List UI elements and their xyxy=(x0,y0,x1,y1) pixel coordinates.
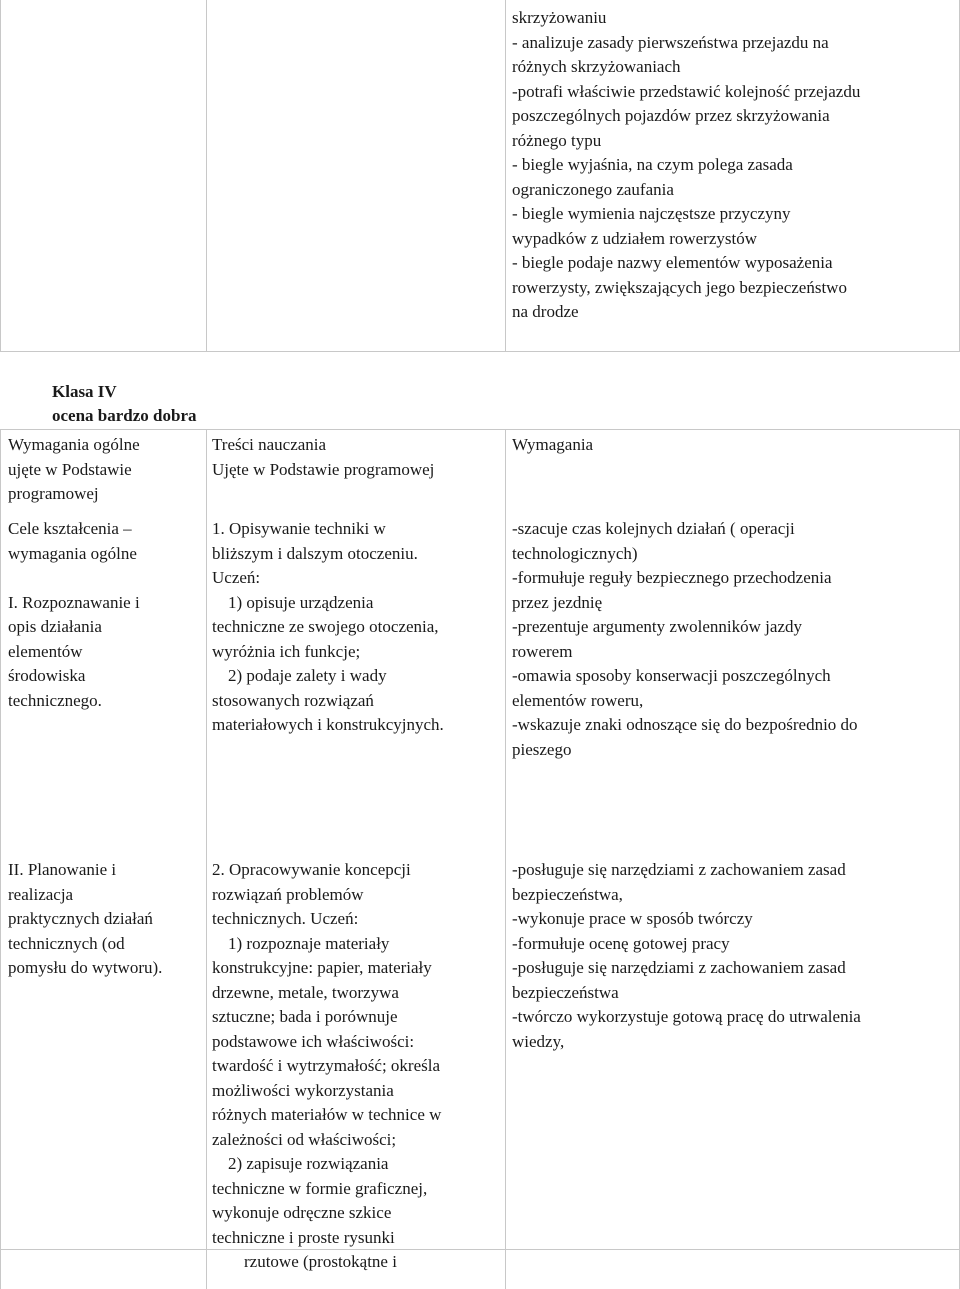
text-line: -wykonuje prace w sposób twórczy xyxy=(512,909,753,928)
table-border xyxy=(505,429,506,1289)
header-line: Wymagania ogólne xyxy=(8,435,140,454)
text-line: materiałowych i konstrukcyjnych. xyxy=(212,715,444,734)
text-line: technicznych. Uczeń: xyxy=(212,909,359,928)
text-line: wymagania ogólne xyxy=(8,543,137,563)
text-line: -posługuje się narzędziami z zachowaniem zasad xyxy=(512,958,846,977)
text-line: -prezentuje argumenty zwolenników jazdy xyxy=(512,617,802,636)
table-border xyxy=(0,1249,960,1250)
text-line: 2) podaje zalety i wady xyxy=(228,666,387,685)
table-border xyxy=(0,0,1,352)
text-line xyxy=(8,566,140,591)
text-line: opis działania xyxy=(8,617,102,636)
text-line: -twórczo wykorzystuje gotową pracę do utrwalenia xyxy=(512,1007,861,1026)
text-line: - biegle wymienia najczęstsze przyczyny xyxy=(512,204,791,223)
text-line: twardość i wytrzymałość; określa xyxy=(212,1056,441,1075)
text-line: techniczne w formie graficznej, xyxy=(212,1178,428,1198)
header-general-requirements xyxy=(8,433,140,507)
text-line: pomysłu do wytworu). xyxy=(8,958,163,977)
section1-goals-cell xyxy=(8,517,140,713)
section1-requirements-cell xyxy=(512,517,858,762)
text-line: bliższym i dalszym otoczeniu. xyxy=(212,543,418,563)
text-line: 1) rozpoznaje materiały xyxy=(228,933,390,953)
text-line: konstrukcyjne: papier, materiały xyxy=(212,958,432,977)
section1-content-cell xyxy=(212,517,444,738)
header-teaching-content xyxy=(212,433,434,482)
text-line: I. Rozpoznawanie i xyxy=(8,592,140,612)
table-border xyxy=(206,429,207,1289)
text-line: rowerzysty, zwiększających jego bezpieczeństwo xyxy=(512,277,847,297)
text-line: technicznych (od xyxy=(8,933,125,953)
text-line: bezpieczeństwa xyxy=(512,982,619,1002)
text-line: 2) zapisuje rozwiązania xyxy=(228,1154,389,1173)
text-line: wyróżnia ich funkcje; xyxy=(212,641,361,661)
text-line: rowerem xyxy=(512,641,573,661)
text-line: bezpieczeństwa, xyxy=(512,884,623,904)
grade-label: ocena bardzo dobra xyxy=(52,406,197,425)
table-border xyxy=(505,0,506,352)
header-requirements xyxy=(512,433,593,458)
text-line: rozwiązań problemów xyxy=(212,884,364,904)
top-right-cell xyxy=(512,6,860,325)
text-line: - biegle podaje nazwy elementów wyposażenia xyxy=(512,253,833,272)
text-line: -posługuje się narzędziami z zachowaniem zasad xyxy=(512,860,846,879)
text-line: -formułuje reguły bezpiecznego przechodzenia xyxy=(512,568,832,587)
text-line: sztuczne; bada i porównuje xyxy=(212,1007,398,1026)
text-line: -wskazuje znaki odnoszące się do bezpośrednio do xyxy=(512,715,858,734)
text-line: wiedzy, xyxy=(512,1031,565,1051)
text-line: różnego typu xyxy=(512,130,602,150)
text-line: drzewne, metale, tworzywa xyxy=(212,982,399,1002)
table-border xyxy=(206,0,207,352)
section2-requirements-cell xyxy=(512,858,861,1054)
table-border xyxy=(0,429,1,1289)
text-line: skrzyżowaniu xyxy=(512,8,607,27)
text-line: technicznego. xyxy=(8,690,102,710)
text-line: stosowanych rozwiązań xyxy=(212,690,374,710)
text-line: na drodze xyxy=(512,302,579,321)
text-line: 1. Opisywanie techniki w xyxy=(212,519,386,538)
header-line: programowej xyxy=(8,484,99,503)
text-line: elementów roweru, xyxy=(512,690,644,710)
top-table xyxy=(0,0,960,352)
text-line: -omawia sposoby konserwacji poszczególnych xyxy=(512,666,831,685)
text-line: wypadków z udziałem rowerzystów xyxy=(512,228,758,248)
text-line: elementów xyxy=(8,641,83,661)
text-line: pieszego xyxy=(512,739,572,759)
text-line: II. Planowanie i xyxy=(8,860,117,879)
header-line: ujęte w Podstawie xyxy=(8,459,132,479)
text-line: techniczne i proste rysunki xyxy=(212,1227,395,1247)
text-line: - biegle wyjaśnia, na czym polega zasada xyxy=(512,155,793,174)
text-line: zależności od właściwości; xyxy=(212,1129,397,1149)
text-line: techniczne ze swojego otoczenia, xyxy=(212,617,439,636)
header-line: Ujęte w Podstawie programowej xyxy=(212,459,435,479)
text-line: -potrafi właściwie przedstawić kolejność przejazdu xyxy=(512,81,861,101)
section2-goals-cell xyxy=(8,858,162,981)
header-line: Wymagania xyxy=(512,435,594,454)
class-label: Klasa IV xyxy=(52,382,117,401)
text-line: przez jezdnię xyxy=(512,592,603,612)
text-line: technologicznych) xyxy=(512,543,638,563)
text-line: realizacja xyxy=(8,884,74,904)
text-line: -formułuje ocenę gotowej pracy xyxy=(512,933,730,953)
text-line: Uczeń: xyxy=(212,568,261,587)
text-line: praktycznych działań xyxy=(8,909,153,928)
text-line: - analizuje zasady pierwszeństwa przejazdu na xyxy=(512,32,829,52)
text-line: rzutowe (prostokątne i xyxy=(244,1252,397,1271)
text-line: 2. Opracowywanie koncepcji xyxy=(212,860,411,879)
text-line: 1) opisuje urządzenia xyxy=(228,592,374,612)
table-border xyxy=(0,429,960,430)
text-line: różnych skrzyżowaniach xyxy=(512,57,681,76)
section2-content-cell xyxy=(212,858,441,1275)
text-line: ograniczonego zaufania xyxy=(512,179,674,199)
text-line: Cele kształcenia – xyxy=(8,519,132,538)
text-line: -szacuje czas kolejnych działań ( operacji xyxy=(512,519,795,538)
text-line: możliwości wykorzystania xyxy=(212,1080,394,1100)
section-heading xyxy=(52,380,197,428)
text-line: różnych materiałów w technice w xyxy=(212,1105,442,1124)
text-line: poszczególnych pojazdów przez skrzyżowania xyxy=(512,106,830,125)
header-line: Treści nauczania xyxy=(212,435,327,454)
text-line: podstawowe ich właściwości: xyxy=(212,1031,415,1051)
requirements-table xyxy=(0,429,960,1289)
text-line: wykonuje odręczne szkice xyxy=(212,1203,392,1222)
text-line: środowiska xyxy=(8,666,86,685)
